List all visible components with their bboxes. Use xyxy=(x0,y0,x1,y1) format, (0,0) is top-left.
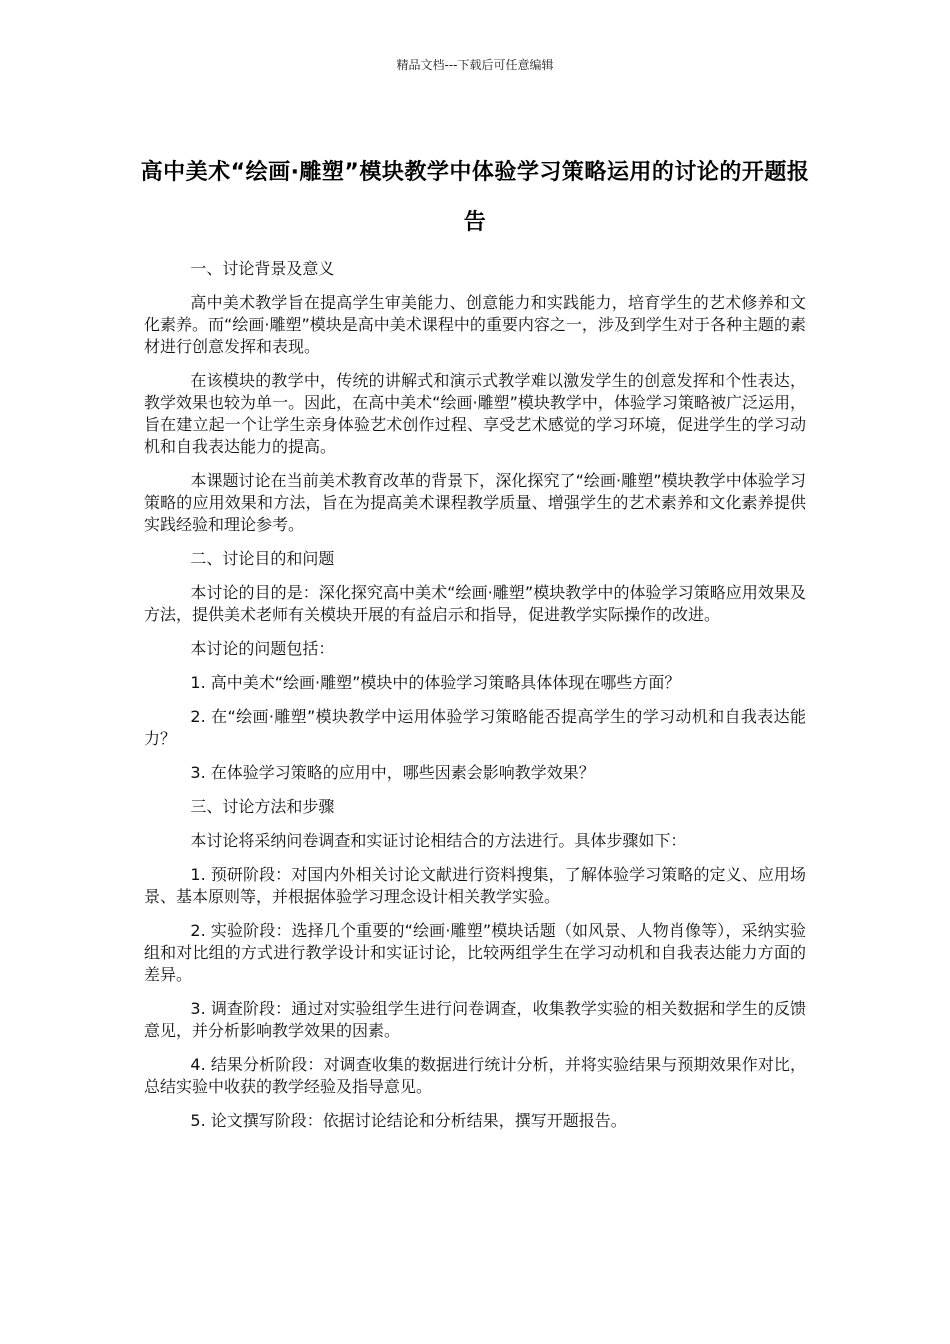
list-item-step-2: 2. 实验阶段：选择几个重要的“绘画·雕塑”模块话题（如风景、人物肖像等），采纳实验组和对比组的方式进行教学设计和实证讨论，比较两组学生在学习动机和自我表达能力方面的差异。 xyxy=(144,921,806,984)
list-item-question-1: 1. 高中美术“绘画·雕塑”模块中的体验学习策略具体体现在哪些方面？ xyxy=(190,673,681,692)
paragraph: 本讨论的目的是：深化探究高中美术“绘画·雕塑”模块教学中的体验学习策略应用效果及方法，提供美术老师有关模块开展的有益启示和指导，促进教学实际操作的改进。 xyxy=(144,583,806,624)
paragraph: 本讨论将采纳问卷调查和实证讨论相结合的方法进行。具体步骤如下： xyxy=(190,831,687,850)
list-item-question-3: 3. 在体验学习策略的应用中，哪些因素会影响教学效果？ xyxy=(190,763,595,782)
section-heading-methods: 三、讨论方法和步骤 xyxy=(190,797,335,816)
paragraph: 本讨论的问题包括： xyxy=(190,639,335,658)
list-item-step-3: 3. 调查阶段：通过对实验组学生进行问卷调查，收集教学实验的相关数据和学生的反馈意见，并分析影响教学效果的因素。 xyxy=(144,999,806,1040)
paragraph: 高中美术教学旨在提高学生审美能力、创意能力和实践能力，培育学生的艺术修养和文化素养。而“绘画·雕塑”模块是高中美术课程中的重要内容之一，涉及到学生对于各种主题的素材进行创意发挥和表现。 xyxy=(144,293,806,356)
page-header-watermark: 精品文档---下载后可任意编辑 xyxy=(396,58,554,72)
list-item-step-4: 4. 结果分析阶段：对调查收集的数据进行统计分析，并将实验结果与预期效果作对比，总结实验中收获的教学经验及指导意见。 xyxy=(144,1055,806,1096)
list-item-step-1: 1. 预研阶段：对国内外相关讨论文献进行资料搜集，了解体验学习策略的定义、应用场景、基本原则等，并根据体验学习理念设计相关教学实验。 xyxy=(144,865,806,906)
section-heading-purpose: 二、讨论目的和问题 xyxy=(190,549,335,568)
document-title: 高中美术“绘画·雕塑”模块教学中体验学习策略运用的讨论的开题报告 xyxy=(140,159,810,235)
list-item-step-5: 5. 论文撰写阶段：依据讨论结论和分析结果，撰写开题报告。 xyxy=(190,1111,627,1130)
list-item-question-2: 2. 在“绘画·雕塑”模块教学中运用体验学习策略能否提高学生的学习动机和自我表达能力？ xyxy=(144,707,806,748)
paragraph: 本课题讨论在当前美术教育改革的背景下，深化探究了“绘画·雕塑”模块教学中体验学习策略的应用效果和方法，旨在为提高美术课程教学质量、增强学生的艺术素养和文化素养提供实践经验和理论参考。 xyxy=(144,471,806,534)
section-heading-background: 一、讨论背景及意义 xyxy=(190,259,335,278)
document-body xyxy=(144,258,806,1144)
paragraph: 在该模块的教学中，传统的讲解式和演示式教学难以激发学生的创意发挥和个性表达，教学效果也较为单一。因此，在高中美术“绘画·雕塑”模块教学中，体验学习策略被广泛运用，旨在建立起一个让学生亲身体验艺术创作过程、享受艺术感觉的学习环境，促进学生的学习动机和自我表达能力的提高。 xyxy=(144,371,806,456)
